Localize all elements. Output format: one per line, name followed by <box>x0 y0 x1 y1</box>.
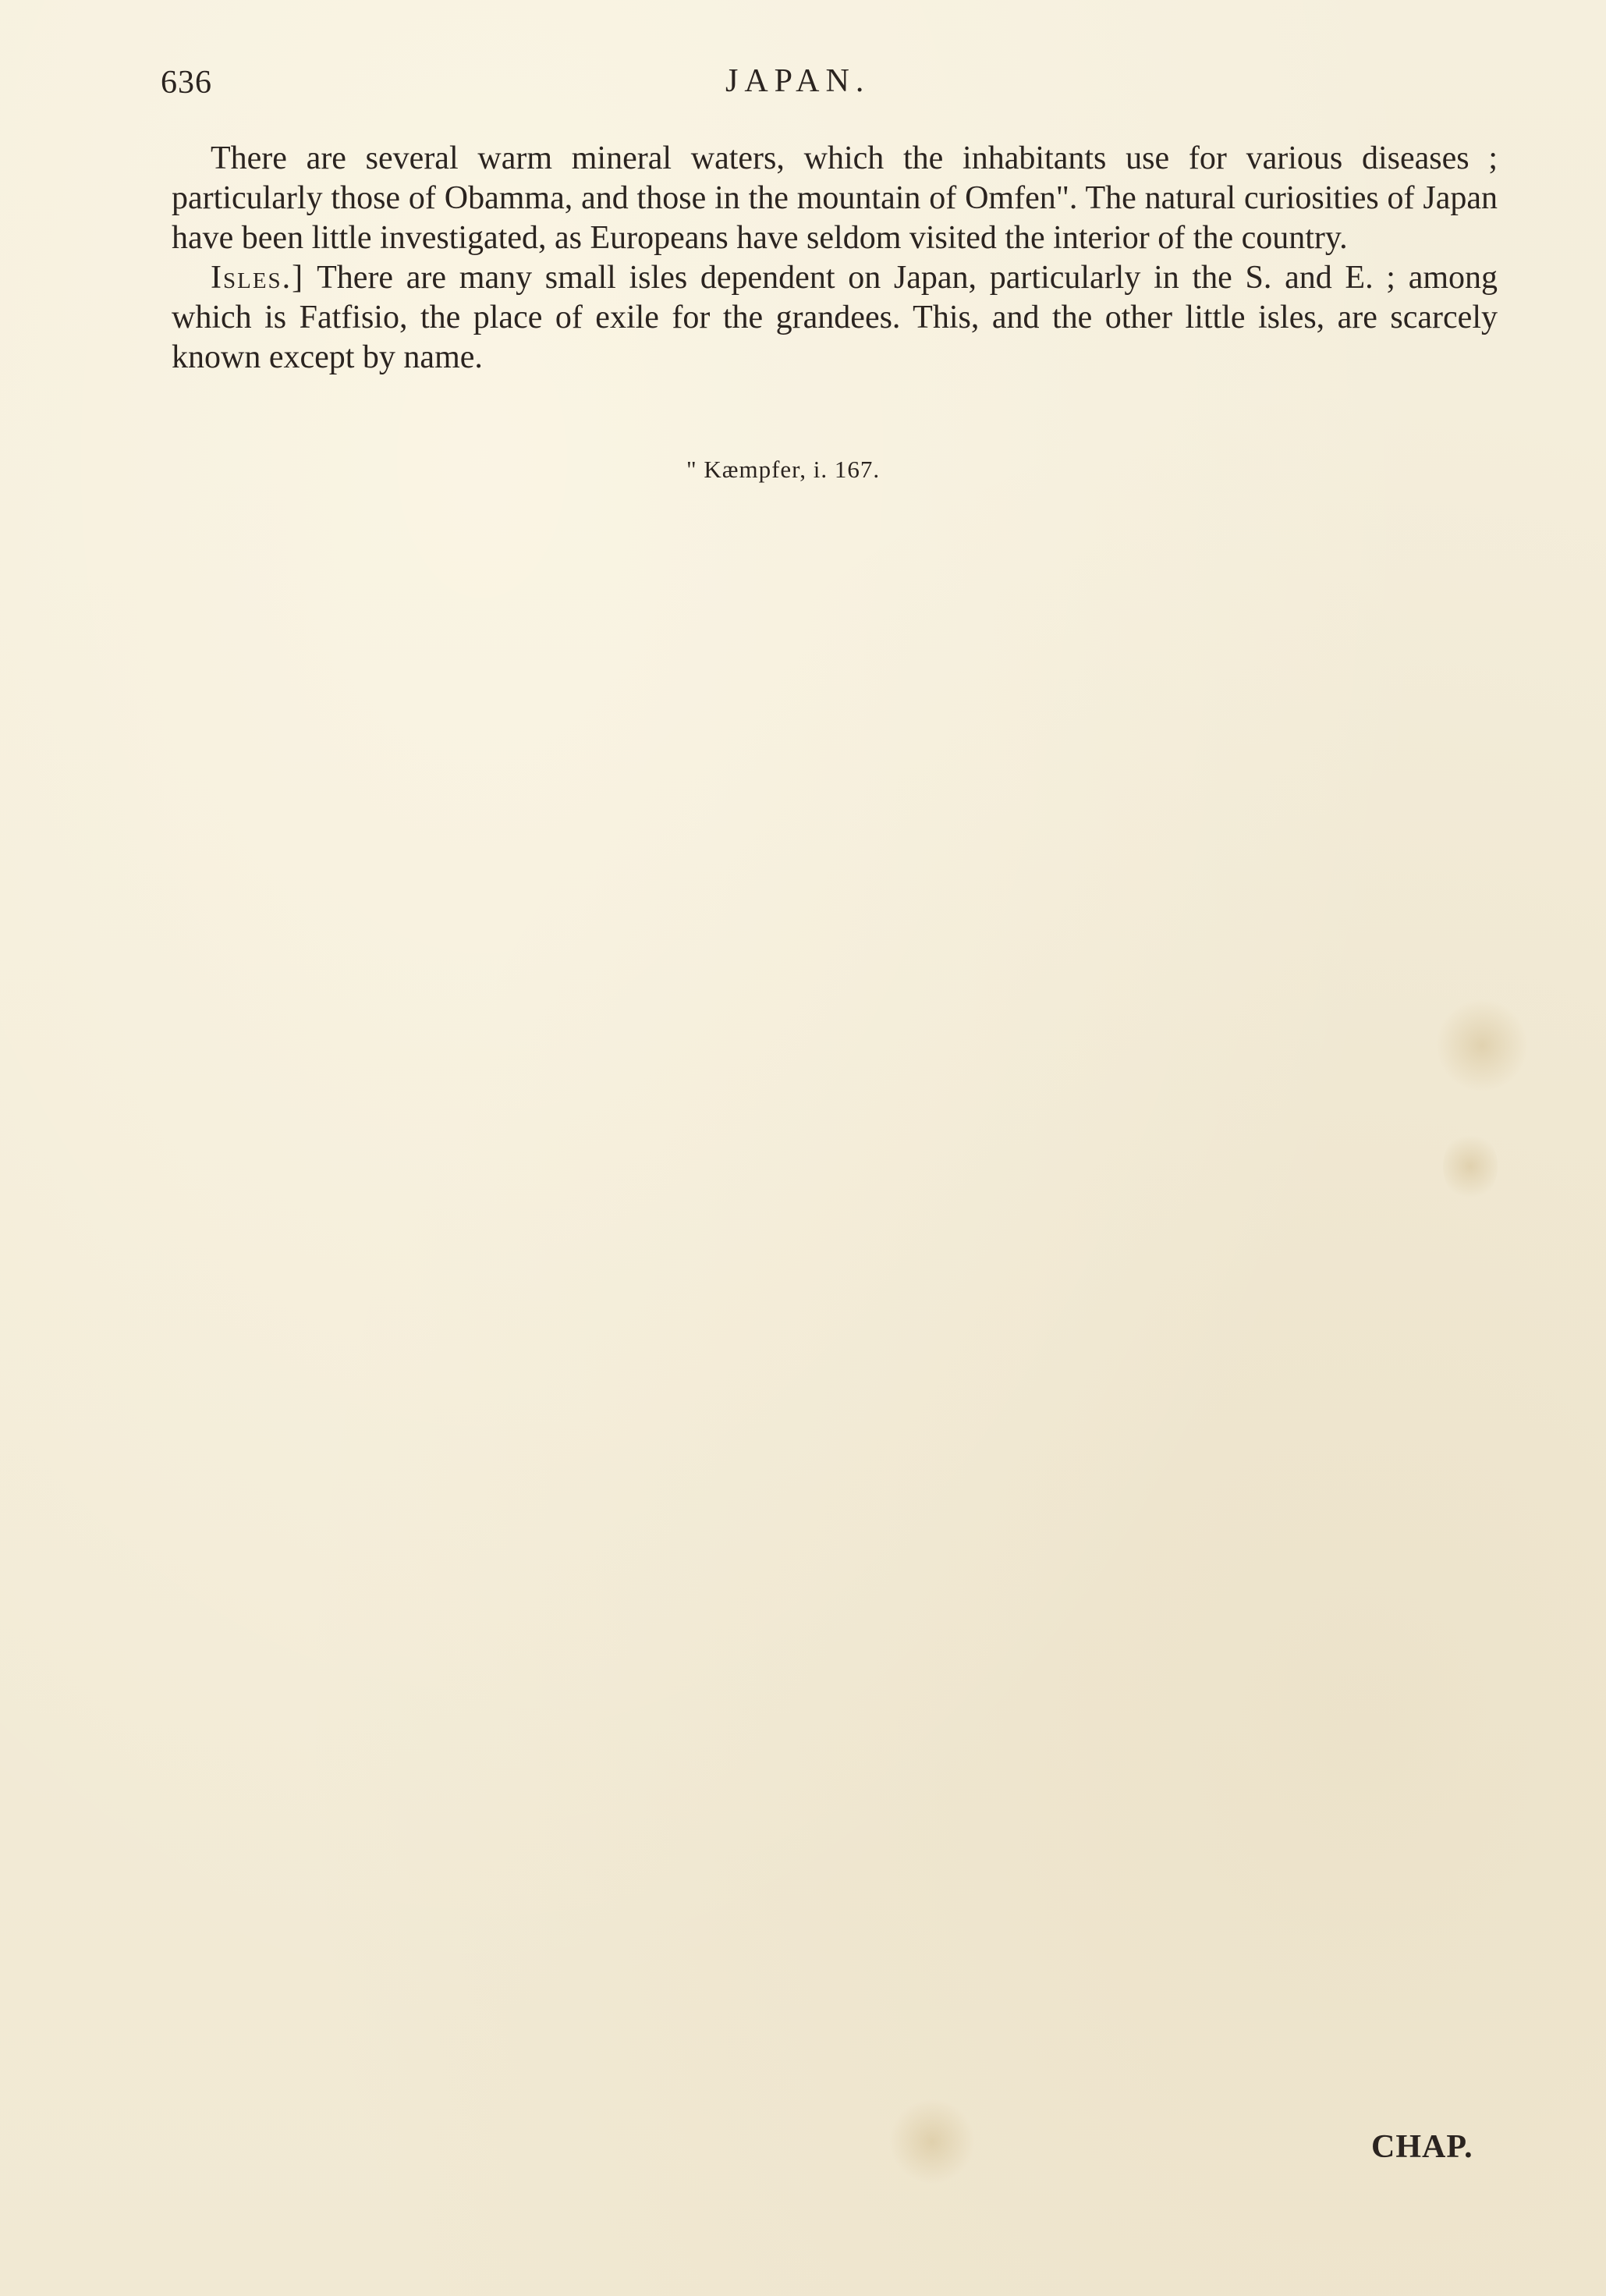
running-head: JAPAN. <box>725 63 870 99</box>
catchword: CHAP. <box>1371 2129 1473 2165</box>
foxing-stain <box>1435 999 1529 1092</box>
paragraph-isles <box>172 258 1498 378</box>
sidenote-isles: Isles.] <box>211 260 305 296</box>
page-number: 636 <box>161 65 212 101</box>
paragraph-isles-text: There are many small isles dependent on Japan, particularly in the S. and E. ; among which is Fatfisio, the place of exile for the grandees. This, and the other little isles, are scarcely known except by name. <box>172 260 1498 375</box>
paragraph-mineral-waters: There are several warm mineral waters, which the inhabitants use for various diseases ; particularly those of Obamma, and those in the mountain of Omfen". The natural curiosities of Japan have been little investigated, as Europeans have seldom visited the interior of the country. <box>172 140 1498 256</box>
foxing-stain <box>1443 1131 1498 1201</box>
main-text <box>172 139 1498 378</box>
foxing-stain <box>889 2099 975 2184</box>
footnote: " Kæmpfer, i. 167. <box>686 456 881 483</box>
